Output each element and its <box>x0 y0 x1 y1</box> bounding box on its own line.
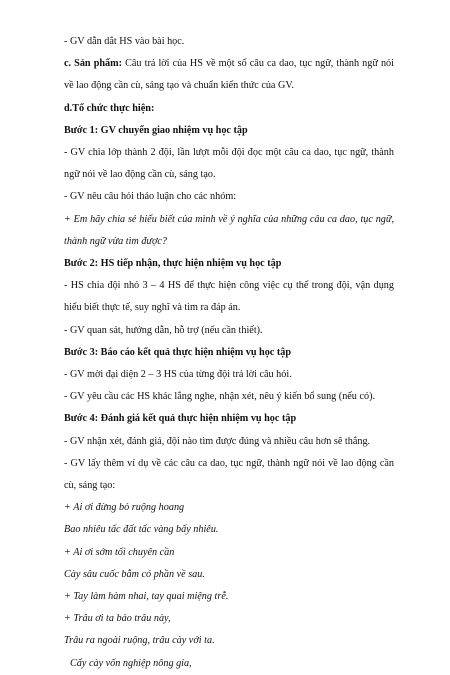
step-1-question-intro: - GV nêu câu hỏi thảo luận cho các nhóm: <box>64 191 237 203</box>
step-4-evaluate: - GV nhận xét, đánh giá, đội nào tìm được đúng và nhiều câu hơn sẽ thắng. <box>64 435 371 447</box>
proverb-line: Trâu ra ngoài ruộng, trâu cày với ta. <box>64 635 215 647</box>
proverb-line: + Trâu ơi ta bảo trâu này, <box>64 613 171 625</box>
proverb-line: Cấy cày vốn nghiệp nông gia, <box>70 657 192 669</box>
proverb-line: Bao nhiêu tấc đất tấc vàng bấy nhiêu. <box>64 524 219 536</box>
document-body <box>64 31 394 675</box>
product-text: Câu trả lời của HS về một số câu ca dao, tục ngữ, thành ngữ nói về lao động cần cù, sáng tạo và chuẩn kiến thức của GV. <box>64 58 394 92</box>
step-3-feedback: - GV yêu cầu các HS khác lắng nghe, nhận xét, nêu ý kiến bổ sung (nếu có). <box>64 391 376 403</box>
step-2-task: - HS chia đội nhỏ 3 – 4 HS để thực hiện công việc cụ thể trong đội, vận dụng hiểu biết thực tế, suy nghĩ và tìm ra đáp án. <box>64 280 394 314</box>
proverb-line: + Ai ơi đừng bỏ ruộng hoang <box>64 502 185 514</box>
organization-heading: d.Tổ chức thực hiện: <box>64 102 155 114</box>
step-2-support: - GV quan sát, hướng dẫn, hỗ trợ (nếu cần thiết). <box>64 324 263 336</box>
intro-line: - GV dẫn dắt HS vào bài học. <box>64 36 185 47</box>
step-3-heading: Bước 3: Báo cáo kết quả thực hiện nhiệm vụ học tập <box>64 346 292 358</box>
step-3-invite: - GV mời đại diện 2 – 3 HS của từng đội trả lời câu hỏi. <box>64 369 292 381</box>
step-4-examples-intro: - GV lấy thêm ví dụ về các câu ca dao, tục ngữ, thành ngữ nói về lao động cần cù, sáng tạo: <box>64 457 394 492</box>
proverb-line: Cày sâu cuốc bẫm có phần về sau. <box>64 568 205 580</box>
step-2-heading: Bước 2: HS tiếp nhận, thực hiện nhiệm vụ học tập <box>64 258 282 270</box>
product-paragraph <box>64 53 394 97</box>
step-4-heading: Bước 4: Đánh giá kết quả thực hiện nhiệm vụ học tập <box>64 413 297 425</box>
step-1-heading: Bước 1: GV chuyển giao nhiệm vụ học tập <box>64 124 248 136</box>
proverb-line: + Ai ơi sớm tối chuyên cần <box>64 546 175 558</box>
product-label: c. Sản phẩm: <box>64 58 122 70</box>
step-1-task: - GV chia lớp thành 2 đội, lần lượt mỗi đội đọc một câu ca dao, tục ngữ, thành ngữ nói về lao động cần cù, sáng tạo. <box>64 147 394 181</box>
proverb-line: + Tay làm hàm nhai, tay quai miệng trễ. <box>64 591 229 603</box>
discussion-question: + Em hãy chia sẻ hiểu biết của mình về ý nghĩa của những câu ca dao, tục ngữ, thành ngữ vừa tìm được? <box>64 213 394 247</box>
